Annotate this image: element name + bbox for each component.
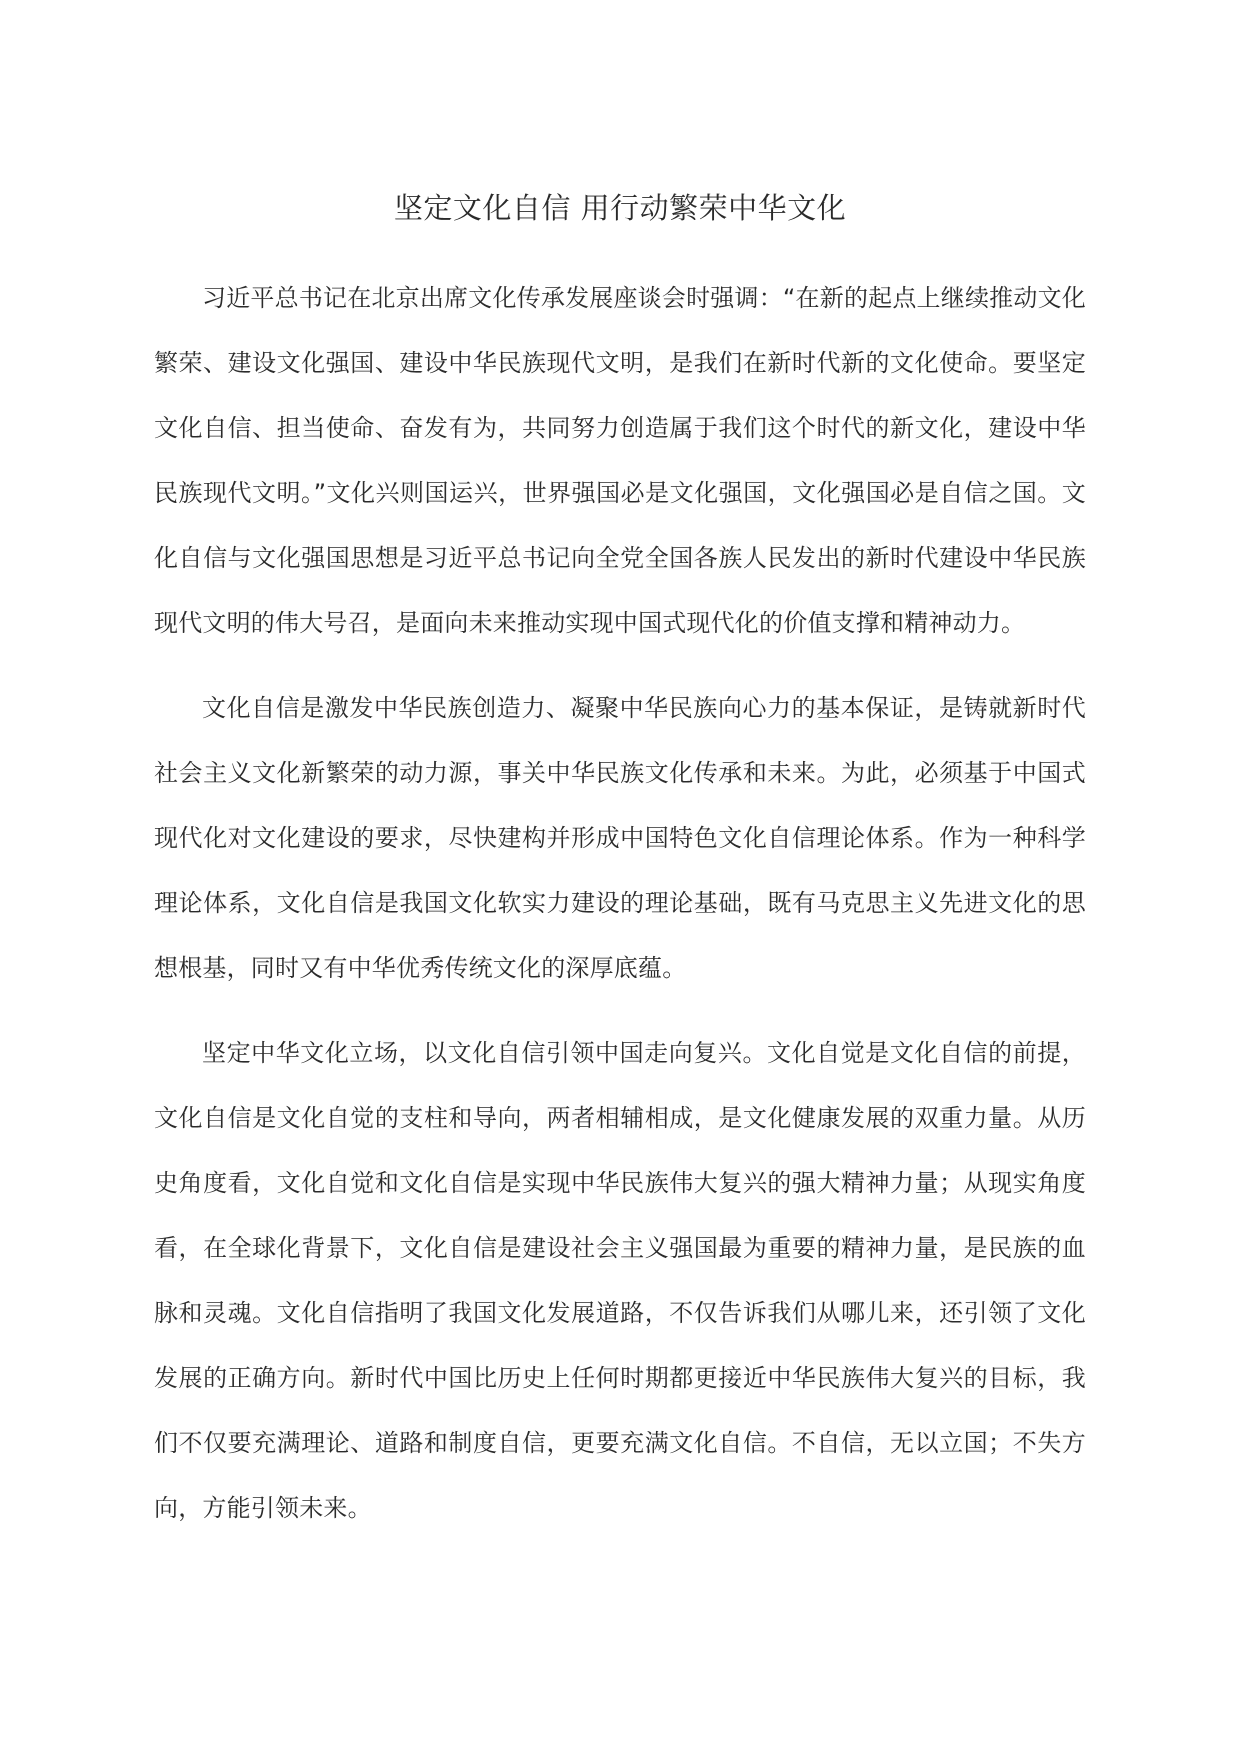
paragraph-2: 文化自信是激发中华民族创造力、凝聚中华民族向心力的基本保证，是铸就新时代社会主义文化新繁荣的动力源，事关中华民族文化传承和未来。为此，必须基于中国式现代化对文化建设的要求，尽快建构并形成中国特色文化自信理论体系。作为一种科学理论体系，文化自信是我国文化软实力建设的理论基础，既有马克思主义先进文化的思想根基，同时又有中华优秀传统文化的深厚底蕴。 bbox=[154, 694, 1086, 982]
paragraph-3: 坚定中华文化立场，以文化自信引领中国走向复兴。文化自觉是文化自信的前提，文化自信是文化自觉的支柱和导向，两者相辅相成，是文化健康发展的双重力量。从历史角度看，文化自觉和文化自信是实现中华民族伟大复兴的强大精神力量；从现实角度看，在全球化背景下，文化自信是建设社会主义强国最为重要的精神力量，是民族的血脉和灵魂。文化自信指明了我国文化发展道路，不仅告诉我们从哪儿来，还引领了文化发展的正确方向。新时代中国比历史上任何时期都更接近中华民族伟大复兴的目标，我们不仅要充满理论、道路和制度自信，更要充满文化自信。不自信，无以立国；不失方向，方能引领未来。 bbox=[154, 1039, 1086, 1522]
paragraph-1: 习近平总书记在北京出席文化传承发展座谈会时强调：“在新的起点上继续推动文化繁荣、建设文化强国、建设中华民族现代文明，是我们在新时代新的文化使命。要坚定文化自信、担当使命、奋发有为，共同努力创造属于我们这个时代的新文化，建设中华民族现代文明。”文化兴则国运兴，世界强国必是文化强国，文化强国必是自信之国。文化自信与文化强国思想是习近平总书记向全党全国各族人民发出的新时代建设中华民族现代文明的伟大号召，是面向未来推动实现中国式现代化的价值支撑和精神动力。 bbox=[154, 284, 1086, 637]
document-title: 坚定文化自信 用行动繁荣中华文化 bbox=[393, 191, 847, 225]
document-body bbox=[154, 266, 1086, 1561]
